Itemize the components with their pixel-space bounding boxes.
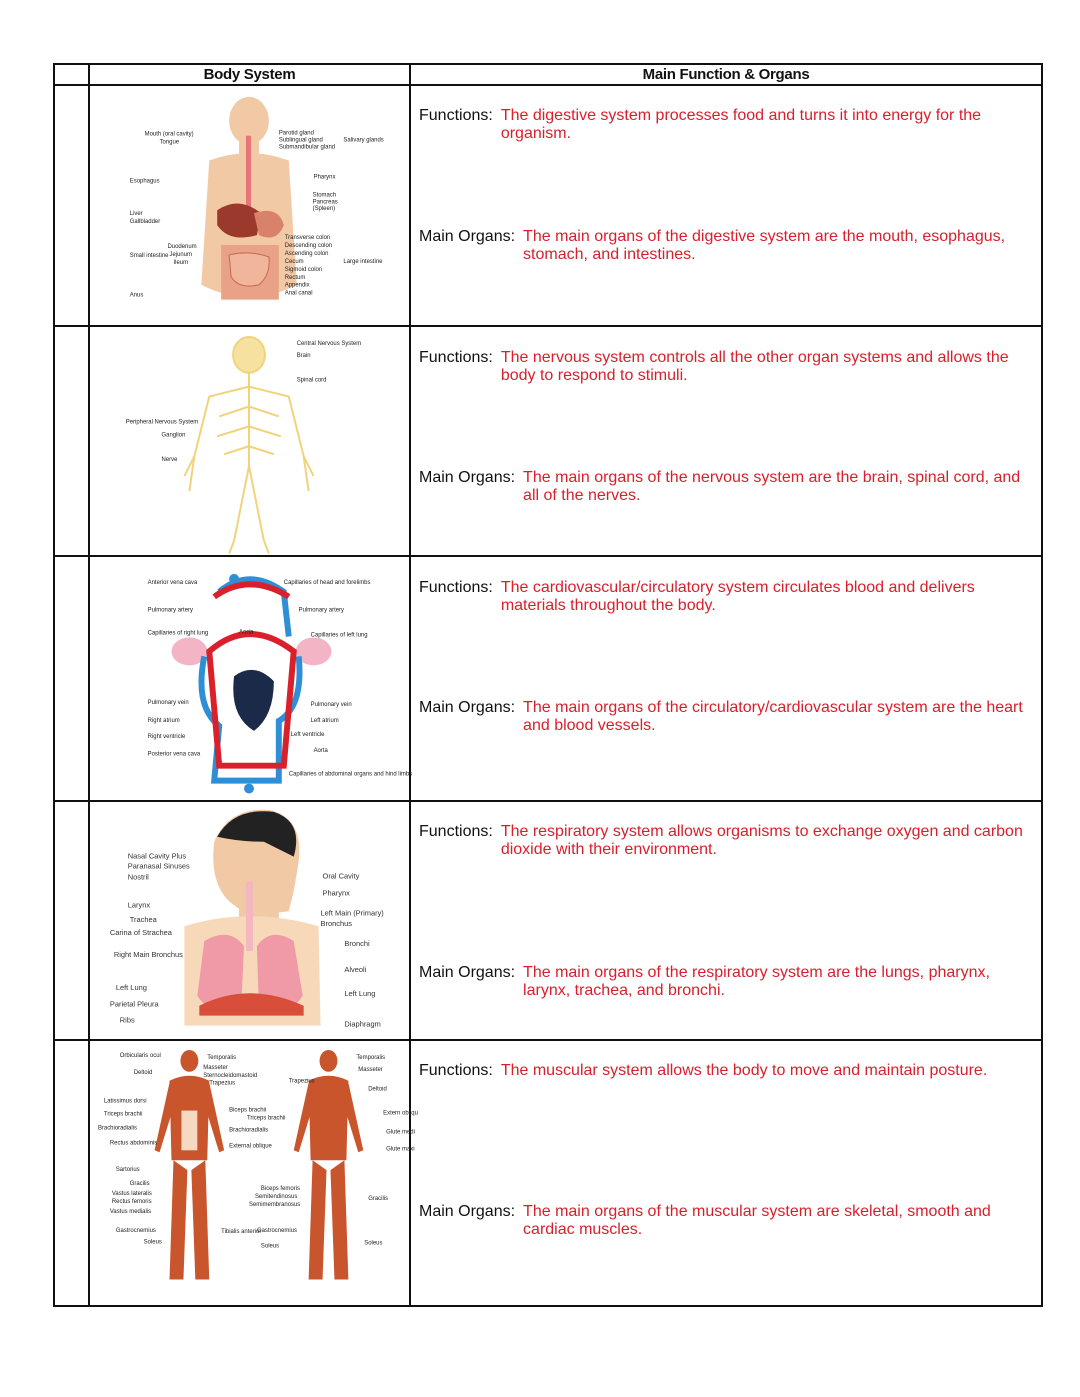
diagram-label: Rectus abdominis — [109, 1140, 158, 1147]
diagram-label: Submandibular gland — [278, 144, 336, 151]
organs-line — [419, 699, 1037, 735]
organs-value: The main organs of the respiratory system are the lungs, pharynx, larynx, trachea, and bronchi. — [523, 963, 990, 999]
diagram-label: Rectus femoris — [111, 1199, 152, 1206]
diagram-label: Latissimus dorsi — [103, 1098, 147, 1105]
organs-value: The main organs of the digestive system are the mouth, esophagus, stomach, and intestines. — [523, 228, 1006, 263]
row-nervous — [54, 326, 1042, 557]
diagram-label: Gallbladder — [129, 219, 161, 226]
organs-label: Main Organs: — [419, 963, 516, 981]
diagram-label: Salivary glands — [343, 137, 384, 144]
header-row — [54, 64, 1042, 85]
organs-line — [419, 1203, 1037, 1239]
functions-line — [419, 107, 1037, 143]
diagram-label: Nasal Cavity Plus — [127, 851, 187, 861]
diagram-label: Tibialis anterior — [221, 1228, 262, 1235]
diagram-label: Deltoid — [368, 1086, 387, 1093]
functions-value: The cardiovascular/circulatory system circulates blood and delivers materials throughout the body. — [500, 579, 975, 615]
functions-value: The digestive system processes food and turns it into energy for the organism. — [500, 107, 982, 142]
diagram-label: Pancreas — [312, 199, 338, 206]
diagram-label: Appendix — [284, 282, 310, 289]
diagram-label: Masseter — [203, 1064, 228, 1071]
circulatory-text — [410, 556, 1042, 800]
diagram-label: Trapezius — [288, 1078, 315, 1085]
diagram-label: Posterior vena cava — [147, 751, 201, 758]
diagram-label: Left ventricle — [290, 731, 325, 738]
functions-value: The nervous system controls all the other organ systems and allows the body to respond to stimuli. — [500, 348, 1009, 384]
diagram-label: Ileum — [173, 259, 189, 266]
diagram-label: Capillaries of right lung — [147, 630, 209, 637]
diagram-label: Glute maxi — [386, 1146, 415, 1153]
diagram-label: Semimembranosus — [249, 1201, 301, 1208]
row-blank — [54, 801, 89, 1041]
organs-label: Main Organs: — [419, 468, 516, 486]
diagram-label: Soleus — [364, 1240, 383, 1247]
diagram-label: Anus — [129, 292, 144, 299]
organs-value: The main organs of the nervous system are the brain, spinal cord, and all of the nerves. — [523, 468, 1021, 504]
diagram-label: Vastus lateralis — [111, 1191, 152, 1198]
diagram-label: Orbicularis ocul — [119, 1052, 161, 1059]
header-blank — [54, 64, 89, 85]
diagram-label: Alveoli — [344, 964, 367, 974]
diagram-label: Ribs — [119, 1015, 135, 1025]
diagram-label: Oral Cavity — [322, 871, 360, 881]
organs-line — [419, 469, 1037, 505]
diagram-label: Pulmonary artery — [147, 607, 193, 614]
diagram-label: Temporalis — [356, 1054, 386, 1061]
functions-value: The muscular system allows the body to move and maintain posture. — [500, 1062, 988, 1080]
diagram-label: Aorta — [313, 747, 328, 754]
diagram-label: Capillaries of abdominal organs and hind limbs — [288, 771, 413, 778]
nervous-diagram — [89, 326, 410, 557]
row-blank — [54, 85, 89, 326]
respiratory-text — [410, 801, 1042, 1041]
diagram-label: Capillaries of left lung — [310, 632, 368, 639]
nervous-text — [410, 326, 1042, 557]
diagram-label: Large intestine — [343, 258, 383, 265]
digestive-system-illustration — [90, 86, 409, 325]
muscular-text — [410, 1040, 1042, 1306]
diagram-label: Left atrium — [310, 718, 339, 725]
diagram-label: Sartorius — [115, 1167, 140, 1174]
diagram-label: Capillaries of head and forelimbs — [283, 579, 371, 586]
diagram-label: Small intestine — [129, 252, 169, 259]
diagram-label: Tongue — [159, 139, 180, 146]
diagram-label: Brain — [296, 352, 311, 359]
diagram-label: Masseter — [358, 1066, 383, 1073]
diagram-label: Gracilis — [368, 1196, 389, 1203]
diagram-label: Rectum — [284, 274, 306, 281]
diagram-label: Sigmoid colon — [284, 266, 323, 273]
row-respiratory — [54, 801, 1042, 1041]
diagram-label: Left Main (Primary) — [320, 907, 384, 917]
header-main-function: Main Function & Organs — [410, 64, 1042, 85]
functions-label: Functions: — [419, 579, 493, 597]
diagram-label: Pharynx — [313, 174, 336, 181]
functions-line — [419, 823, 1037, 859]
functions-line — [419, 349, 1037, 385]
diagram-label: Anal canal — [284, 290, 313, 297]
diagram-label: Brachioradialis — [229, 1127, 269, 1134]
diagram-label: Gastrocnemius — [256, 1227, 297, 1234]
circulatory-diagram — [89, 556, 413, 800]
diagram-label: Esophagus — [129, 178, 160, 185]
diagram-label: Cecum — [284, 258, 304, 265]
diagram-label: Left Lung — [344, 988, 376, 998]
diagram-label: Nostril — [127, 872, 149, 882]
circulatory-system-illustration — [90, 557, 413, 799]
diagram-label: Ganglion — [161, 431, 186, 438]
diagram-label: Larynx — [127, 899, 151, 909]
diagram-label: Mouth (oral cavity) — [144, 131, 194, 138]
functions-line — [419, 1062, 1037, 1080]
functions-value: The respiratory system allows organisms to exchange oxygen and carbon dioxide with their environment. — [500, 822, 1023, 858]
organs-value: The main organs of the muscular system are skeletal, smooth and cardiac muscles. — [523, 1203, 991, 1239]
diagram-label: Transverse colon — [284, 235, 331, 242]
organs-value: The main organs of the circulatory/cardiovascular system are the heart and blood vessels. — [523, 699, 1023, 735]
digestive-text — [410, 85, 1042, 326]
body-systems-table — [53, 63, 1043, 1307]
diagram-label: Right ventricle — [147, 733, 186, 740]
diagram-label: Extern obliqu — [383, 1110, 418, 1117]
organs-label: Main Organs: — [419, 228, 516, 245]
organs-label: Main Organs: — [419, 1203, 516, 1221]
diagram-label: Pharynx — [322, 887, 350, 897]
diagram-label: Right atrium — [147, 718, 180, 725]
diagram-label: Nerve — [161, 456, 178, 463]
diagram-label: Stomach — [312, 192, 337, 199]
nervous-system-illustration — [90, 327, 409, 556]
diagram-label: Descending colon — [284, 242, 333, 249]
diagram-label: Sternocleidomastoid — [203, 1072, 258, 1079]
functions-label: Functions: — [419, 107, 493, 124]
diagram-label: Soleus — [260, 1243, 280, 1250]
diagram-label: Jejunum — [169, 251, 193, 258]
diagram-label: Left Lung — [115, 982, 147, 992]
diagram-label: Pulmonary vein — [310, 702, 352, 709]
diagram-label: Gracilis — [129, 1181, 150, 1188]
diagram-label: Carina of Strachea — [109, 927, 172, 937]
diagram-label: Pulmonary artery — [298, 607, 345, 614]
diagram-label: Temporalis — [207, 1054, 237, 1061]
row-muscular — [54, 1040, 1042, 1306]
functions-label: Functions: — [419, 822, 493, 840]
diagram-label: Spinal cord — [296, 377, 327, 384]
diagram-label: Diaphragm — [344, 1019, 381, 1029]
row-blank — [54, 556, 89, 800]
organs-line — [419, 228, 1037, 264]
diagram-label: External oblique — [229, 1143, 272, 1150]
diagram-label: Sublingual gland — [278, 137, 323, 144]
header-body-system: Body System — [89, 64, 410, 85]
respiratory-diagram — [89, 801, 410, 1041]
muscular-diagram — [89, 1040, 418, 1306]
diagram-label: Soleus — [143, 1239, 162, 1246]
diagram-label: Right Main Bronchus — [113, 949, 183, 959]
diagram-label: (Spleen) — [312, 206, 336, 213]
diagram-label: Trachea — [129, 914, 157, 924]
diagram-label: Biceps brachii — [229, 1107, 267, 1114]
diagram-label: Paranasal Sinuses — [127, 861, 190, 871]
organs-label: Main Organs: — [419, 699, 516, 717]
functions-label: Functions: — [419, 1062, 493, 1080]
organs-line — [419, 964, 1037, 1000]
diagram-label: Central Nervous System — [296, 340, 362, 347]
diagram-label: Triceps brachii — [247, 1115, 286, 1122]
diagram-label: Bronchus — [320, 918, 352, 928]
diagram-label: Vastus medialis — [109, 1208, 152, 1215]
diagram-label: Duodenum — [167, 243, 197, 250]
row-digestive — [54, 85, 1042, 326]
row-blank — [54, 1040, 89, 1306]
row-circulatory — [54, 556, 1042, 800]
diagram-label: Ascending colon — [284, 250, 329, 257]
diagram-label: Aorta — [239, 629, 254, 636]
diagram-label: Triceps brachii — [103, 1111, 143, 1118]
muscular-system-illustration — [90, 1041, 418, 1305]
functions-label: Functions: — [419, 348, 493, 366]
diagram-label: Parietal Pleura — [109, 999, 159, 1009]
diagram-label: Trapezius — [209, 1080, 236, 1087]
diagram-label: Parotid gland — [278, 130, 314, 137]
diagram-label: Glute medi — [386, 1129, 415, 1136]
diagram-label: Anterior vena cava — [147, 579, 198, 586]
respiratory-system-illustration — [90, 802, 409, 1040]
digestive-diagram — [89, 85, 410, 326]
diagram-label: Deltoid — [133, 1069, 153, 1076]
diagram-label: Bronchi — [344, 938, 370, 948]
functions-line — [419, 579, 1037, 615]
diagram-label: Semitendinosus — [254, 1194, 298, 1201]
diagram-label: Brachioradialis — [97, 1125, 138, 1132]
diagram-label: Liver — [129, 211, 143, 218]
diagram-label: Biceps femoris — [260, 1186, 300, 1193]
diagram-label: Gastrocnemius — [115, 1227, 156, 1234]
diagram-label: Pulmonary vein — [147, 700, 189, 707]
row-blank — [54, 326, 89, 557]
diagram-label: Peripheral Nervous System — [125, 418, 199, 425]
